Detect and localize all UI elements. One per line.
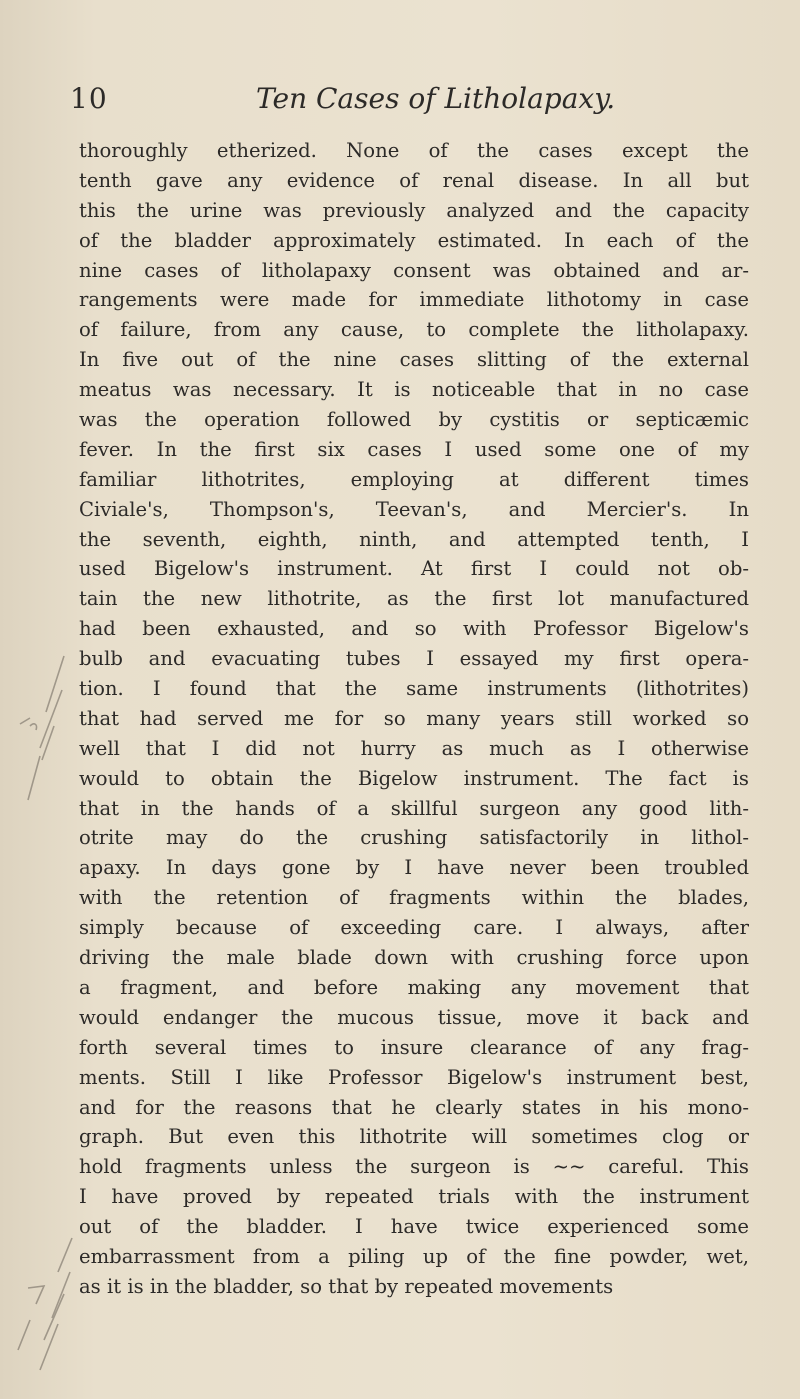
text-line: simply because of exceeding care. I always, after [79, 916, 749, 940]
text-line: that had served me for so many years still worked so [79, 706, 749, 730]
text-line: as it is in the bladder, so that by repeated movements [79, 1274, 614, 1298]
text-line: used Bigelow's instrument. At first I could not ob- [79, 557, 749, 581]
margin-mark-upper [20, 656, 64, 800]
text-line: tenth gave any evidence of renal disease. In all but [79, 168, 749, 192]
text-line: and for the reasons that he clearly states in his mono- [79, 1095, 749, 1119]
text-line: tion. I found that the same instruments (lithotrites) [79, 677, 749, 701]
text-line: had been exhausted, and so with Professor Bigelow's [79, 617, 749, 641]
text-line: Civiale's, Thompson's, Teevan's, and Mercier's. In [79, 497, 749, 521]
text-line: forth several times to insure clearance of any frag- [79, 1035, 749, 1059]
text-line: familiar lithotrites, employing at different times [79, 467, 749, 491]
text-line: ments. Still I like Professor Bigelow's instrument best, [79, 1065, 749, 1089]
text-line: of the bladder approximately estimated. In each of the [79, 228, 749, 252]
text-line: driving the male blade down with crushing force upon [79, 946, 749, 970]
text-line: that in the hands of a skillful surgeon any good lith- [79, 796, 749, 820]
text-line: meatus was necessary. It is noticeable that in no case [79, 378, 749, 402]
text-line: would endanger the mucous tissue, move it back and [79, 1005, 749, 1029]
text-line: hold fragments unless the surgeon is ~~ careful. This [79, 1155, 749, 1179]
text-line: graph. But even this lithotrite will sometimes clog or [79, 1125, 749, 1149]
text-line: nine cases of litholapaxy consent was obtained and ar- [79, 258, 749, 282]
text-line: of failure, from any cause, to complete the litholapaxy. [79, 318, 749, 342]
text-line: thoroughly etherized. None of the cases except the [79, 139, 749, 162]
text-line: this the urine was previously analyzed and the capacity [79, 198, 749, 222]
text-line: would to obtain the Bigelow instrument. The fact is [79, 766, 749, 790]
margin-mark-lower [18, 1238, 72, 1370]
text-line: otrite may do the crushing satisfactorily in lithol- [79, 826, 749, 850]
text-line: a fragment, and before making any movement that [79, 975, 749, 999]
text-line: I have proved by repeated trials with the instrument [79, 1185, 749, 1209]
text-line: tain the new lithotrite, as the first lot manufactured [79, 587, 749, 611]
page-number: 10 [70, 82, 108, 115]
body-text [79, 136, 749, 1302]
text-line: In five out of the nine cases slitting of the external [79, 348, 749, 372]
text-line: apaxy. In days gone by I have never been troubled [79, 856, 749, 880]
text-line: bulb and evacuating tubes I essayed my first opera- [79, 647, 749, 671]
running-title: Ten Cases of Litholapaxy. [256, 82, 616, 115]
text-line: rangements were made for immediate lithotomy in case [79, 288, 749, 312]
text-line: out of the bladder. I have twice experienced some [79, 1215, 749, 1239]
text-line: well that I did not hurry as much as I otherwise [79, 736, 749, 760]
text-line: fever. In the first six cases I used some one of my [79, 437, 749, 461]
text-line: embarrassment from a piling up of the fine powder, wet, [79, 1244, 749, 1268]
text-line: the seventh, eighth, ninth, and attempted tenth, I [79, 527, 749, 551]
text-line: with the retention of fragments within the blades, [79, 886, 749, 910]
text-line: was the operation followed by cystitis or septicæmic [79, 408, 749, 432]
